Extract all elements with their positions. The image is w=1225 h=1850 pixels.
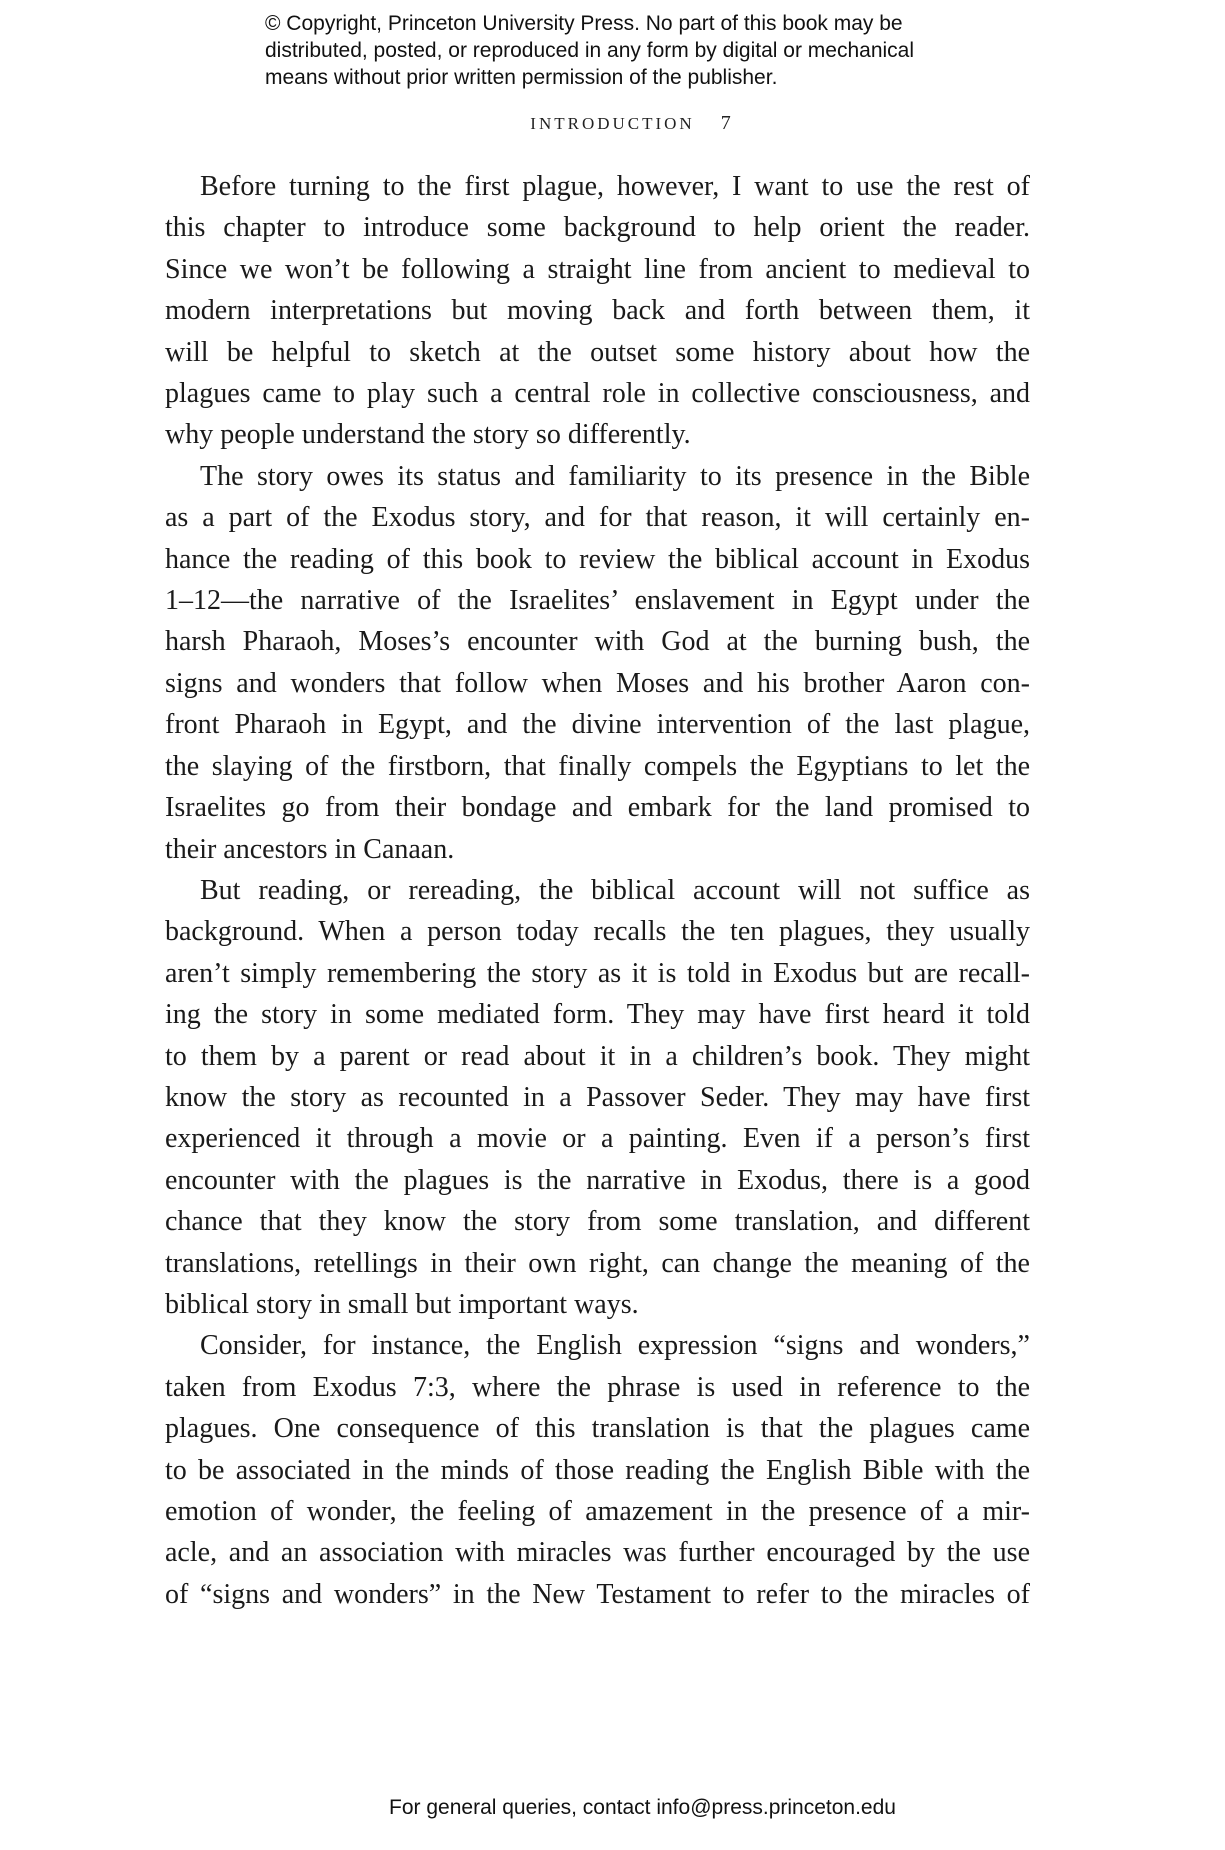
text-line: acle, and an association with miracles was further encouraged by the use [165, 1537, 1030, 1569]
text-line: biblical story in small but important ways. [165, 1288, 639, 1320]
text-line: to be associated in the minds of those reading the English Bible with the [165, 1454, 1030, 1486]
text-line: translations, retellings in their own right, can change the meaning of the [165, 1247, 1030, 1279]
text-line: ing the story in some mediated form. They may have first heard it told [165, 999, 1030, 1031]
chapter-title: INTRODUCTION [530, 114, 695, 133]
footer-contact: For general queries, contact info@press.princeton.edu [389, 1796, 896, 1819]
text-line: to them by a parent or read about it in a children’s book. They might [165, 1040, 1030, 1072]
text-line: plagues. One consequence of this translation is that the plagues came [165, 1413, 1030, 1445]
text-line: harsh Pharaoh, Moses’s encounter with God at the burning bush, the [165, 626, 1030, 658]
text-line: Israelites go from their bondage and embark for the land promised to [165, 792, 1030, 824]
text-line: Consider, for instance, the English expression “signs and wonders,” [200, 1330, 1030, 1362]
text-line: front Pharaoh in Egypt, and the divine intervention of the last plague, [165, 709, 1030, 741]
paragraph [165, 870, 1030, 1325]
text-line: The story owes its status and familiarity to its presence in the Bible [200, 460, 1030, 492]
text-line: background. When a person today recalls the ten plagues, they usually [165, 916, 1030, 948]
page-number: 7 [720, 112, 731, 134]
text-line: aren’t simply remembering the story as it is told in Exodus but are recall- [165, 957, 1030, 989]
text-line: will be helpful to sketch at the outset some history about how the [165, 336, 1030, 368]
text-line: of “signs and wonders” in the New Testament to refer to the miracles of [165, 1578, 1030, 1610]
paragraph [165, 456, 1030, 870]
text-line: this chapter to introduce some background to help orient the reader. [165, 212, 1030, 244]
text-line: emotion of wonder, the feeling of amazement in the presence of a mir- [165, 1496, 1030, 1527]
text-line: 1–12—the narrative of the Israelites’ enslavement in Egypt under the [165, 585, 1030, 617]
text-line: signs and wonders that follow when Moses and his brother Aaron con- [165, 667, 1030, 699]
text-line: chance that they know the story from some translation, and different [165, 1206, 1030, 1238]
body-text [165, 166, 1030, 1615]
paragraph [165, 1325, 1030, 1615]
text-line: the slaying of the firstborn, that finally compels the Egyptians to let the [165, 750, 1030, 782]
text-line: their ancestors in Canaan. [165, 833, 455, 865]
text-line: know the story as recounted in a Passover Seder. They may have first [165, 1081, 1030, 1113]
text-line: taken from Exodus 7:3, where the phrase is used in reference to the [165, 1371, 1030, 1403]
copyright-line: means without prior written permission of the publisher. [265, 66, 778, 89]
text-line: hance the reading of this book to review the biblical account in Exodus [165, 543, 1030, 575]
text-line: Before turning to the first plague, however, I want to use the rest of [200, 171, 1030, 202]
text-line: why people understand the story so differently. [165, 419, 691, 451]
running-head [0, 112, 1225, 135]
copyright-notice [265, 10, 1025, 91]
paragraph [165, 166, 1030, 456]
text-line: encounter with the plagues is the narrative in Exodus, there is a good [165, 1164, 1030, 1196]
text-line: experienced it through a movie or a painting. Even if a person’s first [165, 1123, 1030, 1155]
copyright-line: distributed, posted, or reproduced in any form by digital or mechanical [265, 39, 915, 62]
text-line: modern interpretations but moving back and forth between them, it [165, 295, 1030, 327]
text-line: plagues came to play such a central role in collective consciousness, and [165, 378, 1030, 410]
copyright-line: © Copyright, Princeton University Press. No part of this book may be [265, 12, 903, 35]
text-line: But reading, or rereading, the biblical account will not suffice as [200, 874, 1030, 906]
text-line: Since we won’t be following a straight line from ancient to medieval to [165, 253, 1030, 285]
text-line: as a part of the Exodus story, and for that reason, it will certainly en- [165, 502, 1030, 534]
